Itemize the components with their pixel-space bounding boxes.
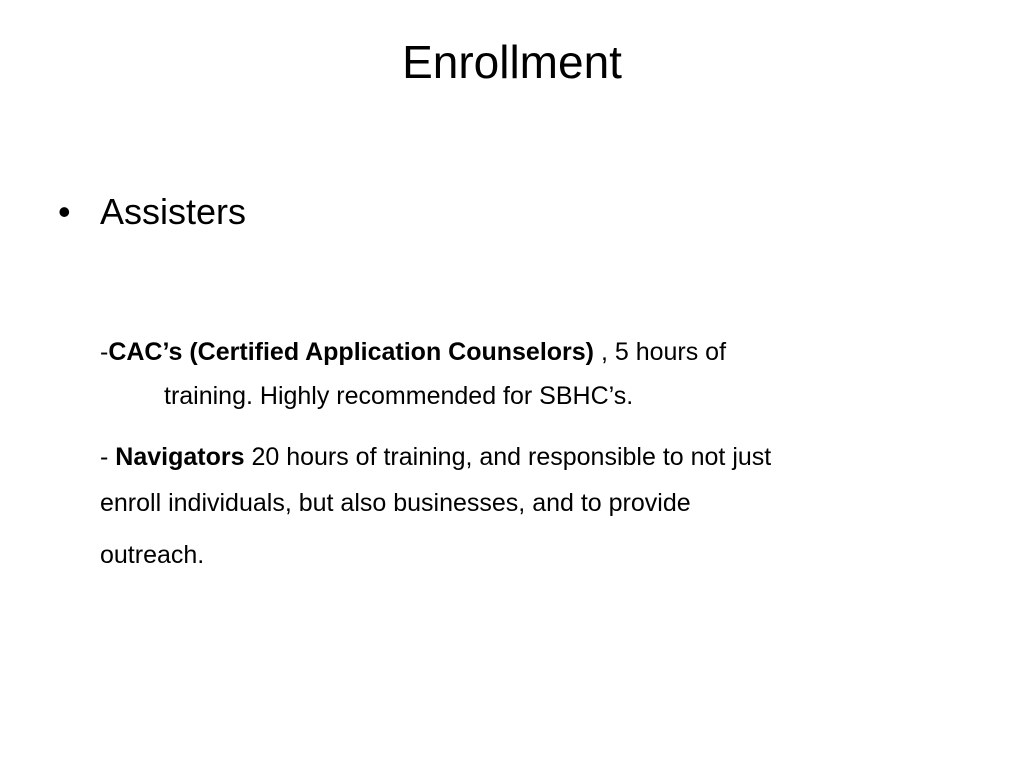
cac-prefix: -	[100, 338, 109, 366]
sub-item-navigators	[100, 434, 960, 578]
bullet-assisters	[58, 188, 246, 236]
navigators-text-1: 20 hours of training, and responsible to not just	[244, 443, 772, 471]
navigators-bold-label: Navigators	[115, 443, 245, 471]
navigators-prefix: -	[100, 443, 116, 471]
cac-bold-label: CAC’s (Certified Application Counselors)	[108, 338, 595, 366]
cac-text-line1: , 5 hours of	[594, 338, 727, 366]
bullet-marker: •	[58, 191, 71, 232]
bullet-label: Assisters	[100, 191, 247, 232]
sub-item-cac	[100, 330, 1024, 418]
navigators-line-2: enroll individuals, but also businesses, and to provide	[100, 489, 691, 517]
cac-text-line2: training. Highly recommended for SBHC’s.	[164, 382, 634, 410]
navigators-line-3: outreach.	[100, 541, 205, 569]
slide-title: Enrollment	[402, 36, 622, 88]
navigators-line-1	[100, 434, 960, 480]
